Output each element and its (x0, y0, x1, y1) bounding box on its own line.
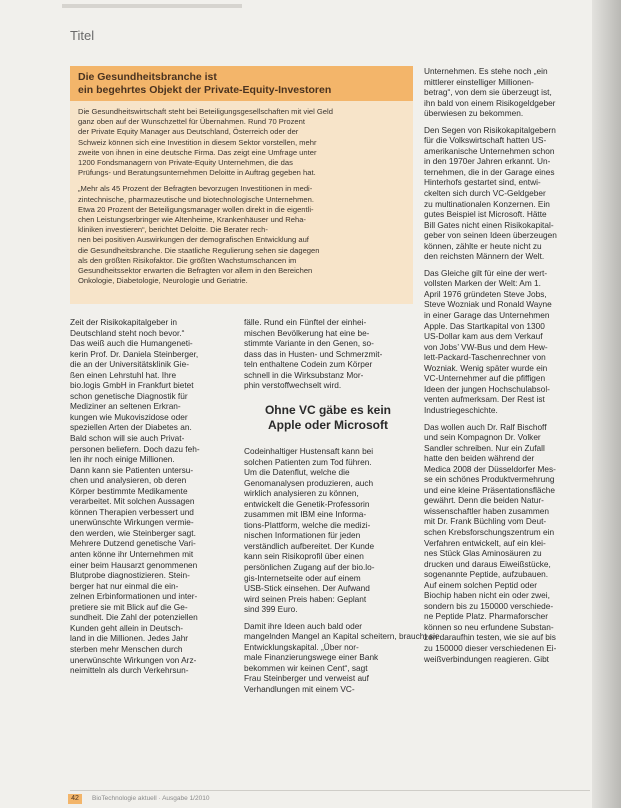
text-line: wissenschaftler haben zusammen (424, 505, 549, 516)
text-line: Kunden geht allein in Deutsch- (70, 622, 184, 633)
text-line: gis-Internetseite oder auf einem (244, 572, 361, 583)
subheading-line: Apple oder Microsoft (267, 418, 388, 432)
text-line: dass das in Husten- und Schmerzmit- (244, 348, 383, 359)
text-line: schnell in die Wirksubstanz Mor- (244, 369, 364, 380)
info-box-heading-line: Die Gesundheitsbranche ist (78, 71, 217, 83)
text-line: vollsten Marken der Welt: Am 1. (424, 278, 541, 289)
text-line: und eine kleine Präsentationsfläche (424, 484, 555, 495)
text-line: Gesundheitssektor erwarten die Befragten vor allem in den Bereichen (78, 266, 313, 276)
text-line: ßen einen Lehrstuhl hat. Ihre (70, 369, 177, 380)
text-line: Mehrere Dutzend genetische Vari- (70, 538, 196, 549)
text-line: male Finanzierungswege einer Bank (244, 652, 379, 663)
page-number: 42 (68, 794, 82, 804)
text-line: Blutprobe diagnostizieren. Stein- (70, 570, 190, 581)
section-header: Titel (70, 28, 95, 43)
body-column-right (424, 66, 589, 670)
text-line: Apple. Das Startkapital von 1300 (424, 320, 545, 331)
text-line: venten aufmerksam. Der Rest ist (424, 394, 545, 405)
info-box-heading-line: ein begehrtes Objekt der Private-Equity-Investoren (78, 84, 332, 96)
text-line: zintechnische, pharmazeutische und biotechnologische Unternehmen. (78, 194, 314, 204)
text-line: land in die Millionen. Jedes Jahr (70, 633, 189, 644)
text-line: nes Stück Glas Aminosäuren zu (424, 548, 542, 559)
text-line: mittlerer einstelliger Millionen- (424, 76, 534, 87)
text-line: als den größten Risikofaktor. Die größten Wachstumschancen im (78, 255, 297, 265)
text-line: Entwicklungskapital. „Über nor- (244, 641, 359, 652)
text-line: len ihr noch einige Millionen. (70, 454, 175, 465)
text-line: anten könne ihr Unternehmen mit (70, 549, 194, 560)
text-line: sterben mehr Menschen durch (70, 643, 183, 654)
text-line: Das wollen auch Dr. Ralf Bischoff (424, 421, 547, 432)
paragraph (424, 268, 589, 416)
text-line: nischen Informationen für jeden (244, 530, 361, 541)
paragraph (244, 620, 440, 695)
text-line: ckelten sich durch VC-Geldgeber (424, 188, 546, 199)
footer-rule (70, 790, 590, 791)
text-line: speziellen Arten der Diabetes an. (70, 422, 192, 433)
text-line: sind 399 Euro. (244, 604, 298, 615)
text-line: der Private Equity Manager aus Deutschland, Österreich oder der (78, 127, 299, 137)
text-line: für die Volkswirtschaft hatten US- (424, 135, 547, 146)
text-line: zelnen Erbinformationen und inter- (70, 591, 198, 602)
text-line: Verhandlungen mit einem VC- (244, 684, 355, 695)
text-line: kerin Prof. Dr. Daniela Steinberger, (70, 348, 199, 359)
subheading (244, 403, 412, 433)
text-line: zu 150000 dieser verschiedenen Ei- (424, 642, 557, 653)
text-line: geber von seinen Ideen überzeugen (424, 230, 557, 241)
text-line: unerwünschte Wirkungen von Arz- (70, 654, 197, 665)
text-line: unerwünschte Wirkungen vermie- (70, 517, 194, 528)
text-line: April 1976 gründeten Steve Jobs, (424, 288, 547, 299)
text-line: den reichsten Männern der Welt. (424, 251, 545, 262)
text-line: Wozniak. Wenig später wurde ein (424, 362, 548, 373)
text-line: US-Dollar kam aus dem Verkauf (424, 331, 543, 342)
text-line: berger hat nur einmal die ein- (70, 580, 179, 591)
top-strip (62, 4, 242, 8)
info-box-body (70, 101, 413, 286)
text-line: VC-Unternehmer auf die pfiffigen (424, 373, 546, 384)
footer-text: BioTechnologie aktuell · Ausgabe 1/2010 (92, 795, 210, 802)
text-line: und sein Kompagnon Dr. Volker (424, 432, 541, 443)
text-line: Den Segen von Risikokapitalgebern (424, 124, 556, 135)
text-line: Verfahren entwickelt, auf ein klei- (424, 537, 546, 548)
text-line: Genomanalysen produzieren, auch (244, 477, 374, 488)
text-line: „Mehr als 45 Prozent der Befragten bevorzugen Investitionen in medi- (78, 184, 313, 194)
text-line: ihn bald von einem Risikogeldgeber (424, 97, 556, 108)
body-column-left (70, 317, 234, 676)
text-line: Onkologie, Diabetologie, Neurologie und Geriatrie. (78, 276, 248, 286)
text-line: 1200 Fondsmanagern von Private-Equity Unternehmen, die das (78, 158, 293, 168)
text-line: Mediziner an seltenen Erkran- (70, 401, 181, 412)
text-line: stimmte Variante in den Genen, so- (244, 338, 374, 349)
text-line: Körper bestimmte Medikamente (70, 485, 188, 496)
text-line: können Therapien verbessert und (70, 506, 194, 517)
text-line: zu multinationalen Konzernen. Ein (424, 198, 550, 209)
text-line: Sandler schreiben. Nur ein Zufall (424, 442, 545, 453)
text-line: können so neu erfundene Substan- (424, 621, 554, 632)
text-line: Bill Gates nicht einen Risikokapital- (424, 219, 554, 230)
info-box-paragraph (78, 184, 405, 286)
text-line: persönlichen Zugang auf der bio.lo- (244, 562, 375, 573)
text-line: chen und analysieren, ob deren (70, 475, 187, 486)
text-line: in einer Garage das Unternehmen (424, 310, 550, 321)
text-line: Dann kann sie Patienten untersu- (70, 464, 194, 475)
text-line: zweite von ihnen in eine deutsche Firma. Das zeigt eine Umfrage unter (78, 147, 317, 157)
text-line: Das Gleiche gilt für eine der wert- (424, 267, 548, 278)
text-line: weißverbindungen reagieren. Gibt (424, 653, 549, 664)
text-line: Das weiß auch die Humangeneti- (70, 338, 193, 349)
text-line: mischen Bevölkerung hat eine be- (244, 327, 370, 338)
text-line: gutes Beispiel ist Microsoft. Hätte (424, 209, 547, 220)
text-line: Etwa 20 Prozent der Beteiligungsmanager wollen direkt in die eigentli- (78, 204, 314, 214)
text-line: entwickelt die Genetik-Professorin (244, 498, 370, 509)
text-line: die Gesundheitsbranche. Die staatliche Regulierung sehen sie dagegen (78, 245, 320, 255)
text-line: können, zählte er heute nicht zu (424, 240, 542, 251)
text-line: verständlich aufbereitet. Der Kunde (244, 540, 375, 551)
text-line: gewährt. Denn die beiden Natur- (424, 495, 544, 506)
text-line: bekommen wir keinen Cent“, sagt (244, 662, 368, 673)
paragraph (244, 446, 412, 615)
text-line: ne Peptide Platz. Pharmaforscher (424, 611, 549, 622)
text-line: drucken und daraus Eiweißstücke, (424, 558, 551, 569)
text-line: sundheit. Die Zahl der potenziellen (70, 612, 198, 623)
text-line: schon genetische Diagnostik für (70, 390, 188, 401)
text-line: personen beliefern. Doch dazu feh- (70, 443, 200, 454)
text-line: bio.logis GmbH in Frankfurt bietet (70, 380, 194, 391)
text-line: von Jobs’ VW-Bus und dem Hew- (424, 341, 548, 352)
text-line: schen Krebsforschungszentrum ein (424, 526, 555, 537)
text-line: kliniken investieren“, berichtet Deloitte. Die Berater rech- (78, 225, 268, 235)
text-line: Zeit der Risikokapitalgeber in (70, 317, 177, 327)
text-line: Damit ihre Ideen auch bald oder (244, 620, 363, 631)
text-line: Hinterhofs gestartet sind, entwi- (424, 177, 541, 188)
text-line: Um die Datenflut, welche die (244, 467, 350, 478)
text-line: phin verstoffwechselt wird. (244, 380, 342, 391)
info-box (70, 66, 413, 304)
paragraph (424, 422, 589, 665)
text-line: tions-Plattform, welche die medizi- (244, 519, 371, 530)
text-line: Unternehmen. Es stehe noch „ein (424, 66, 548, 76)
text-line: Medica 2008 der Düsseldorfer Mes- (424, 463, 556, 474)
text-line: zusammen mit IBM eine Informa- (244, 509, 367, 520)
text-line: verarbeitet. Mit solchen Aussagen (70, 496, 195, 507)
text-line: wirklich analysieren zu können, (244, 488, 359, 499)
text-line: ternehmen, die in der Garage eines (424, 166, 555, 177)
text-line: Codeinhaltiger Hustensaft kann bei (244, 446, 374, 456)
text-line: in den 1970er Jahren erkannt. Un- (424, 156, 551, 167)
text-line: Schweiz können sich eine Investition in diesem Sektor vorstellen, mehr (78, 137, 317, 147)
text-line: chen Leistungserbringer wie Altenheime, Krankenhäuser und Reha- (78, 215, 306, 225)
text-line: pretiere sie mit Blick auf die Ge- (70, 601, 188, 612)
text-line: betrag“, von dem sie überzeugt ist, (424, 87, 552, 98)
text-line: Auf einem solchen Peptid oder (424, 579, 538, 590)
text-line: Bald schon will sie auch Privat- (70, 433, 185, 444)
text-line: Prüfungs- und Beratungsunternehmen Deloitte in Auftrag gegeben hat. (78, 168, 316, 178)
text-line: mit Dr. Frank Büchling vom Deut- (424, 516, 547, 527)
paragraph (424, 66, 589, 119)
text-line: den werden, wie Steinberger sagt. (70, 527, 196, 538)
text-line: ganz oben auf der Wunschzettel für Übernahmen. Rund 70 Prozent (78, 117, 305, 127)
text-line: Frau Steinberger und verweist auf (244, 673, 369, 684)
text-line: se ein schönes Produktvermehrung (424, 474, 555, 485)
info-box-paragraph (78, 107, 405, 178)
text-line: Ideen der jungen Hochschulabsol- (424, 383, 550, 394)
text-line: kann sein Risikoprofil über einen (244, 551, 364, 562)
text-line: teln enthaltene Codein zum Körper (244, 359, 373, 370)
text-line: einer beim Hausarzt genommenen (70, 559, 198, 570)
text-line: Biochip haben nicht ein oder zwei, (424, 590, 550, 601)
text-line: lett-Packard-Taschenrechner von (424, 352, 546, 363)
text-line: amerikanische Unternehmen schon (424, 145, 555, 156)
text-line: neimitteln als durch Verkehrsun- (70, 665, 189, 676)
text-line: Die Gesundheitswirtschaft steht bei Beteiligungsgesellschaften mit viel Geld (78, 107, 333, 116)
text-line: USB-Stick einsehen. Der Aufwand (244, 583, 370, 594)
text-line: sondern bis zu 150000 verschiede- (424, 600, 554, 611)
text-line: Steve Wozniak und Ronald Wayne (424, 299, 552, 310)
info-box-heading (70, 66, 413, 101)
text-line: zen daraufhin testen, wie sie auf bis (424, 632, 556, 643)
text-line: Deutschland steht noch bevor.“ (70, 327, 185, 338)
text-line: fälle. Rund ein Fünftel der einhei- (244, 317, 367, 327)
text-line: nen bei positiven Auswirkungen der demografischen Entwicklung auf (78, 235, 309, 245)
text-line: sogenannte Peptide, aufzubauen. (424, 569, 549, 580)
text-line: hatte den beiden während der (424, 453, 535, 464)
page-edge-shadow (592, 0, 621, 808)
text-line: überwiesen zu bekommen. (424, 108, 524, 119)
subheading-line: Ohne VC gäbe es kein (264, 403, 392, 417)
body-column-middle-top (244, 317, 412, 391)
text-line: wird seinen Preis haben: Geplant (244, 593, 367, 604)
text-line: kungen wie Mukoviszidose oder (70, 411, 188, 422)
text-line: die an der Universitätsklinik Gie- (70, 359, 189, 370)
text-line: solchen Patienten zum Tod führen. (244, 456, 372, 467)
paragraph (424, 125, 589, 262)
body-column-middle-bottom (244, 446, 440, 701)
text-line: mangelnden Mangel an Kapital scheitern, braucht sie (244, 631, 440, 642)
text-line: Industriegeschichte. (424, 404, 498, 415)
